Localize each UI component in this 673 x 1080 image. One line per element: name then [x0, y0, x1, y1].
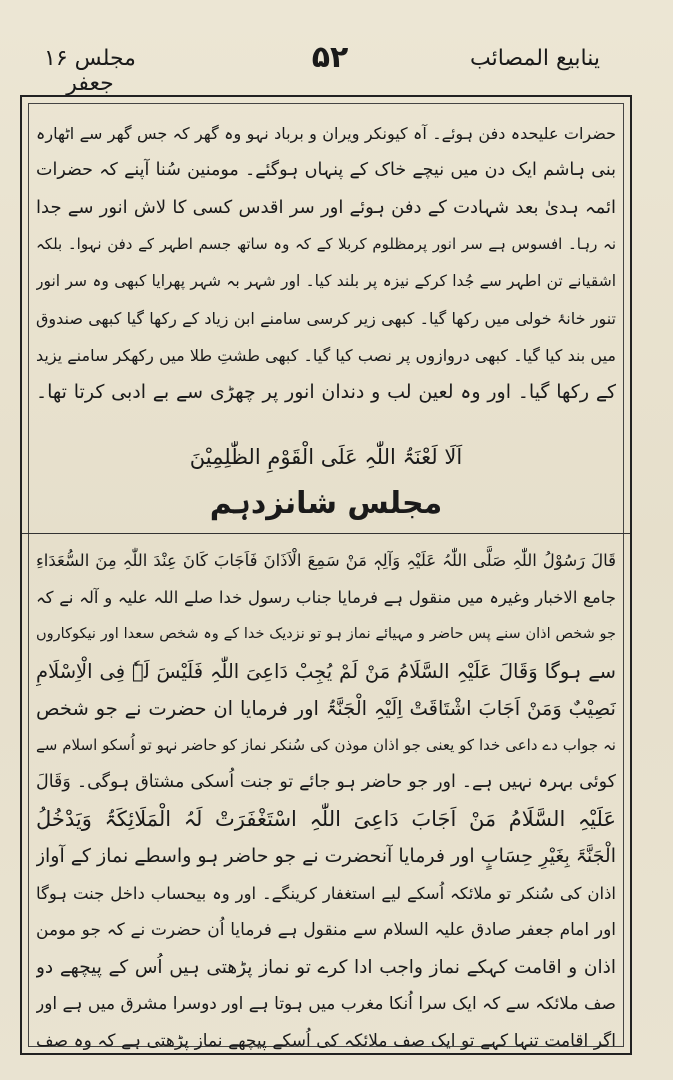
text-line: حضرات علیحدہ دفن ہوئے۔ آہ کیونکر ویران و برباد نہو وہ گھر کہ جس گھر سے اٹھارہ: [36, 124, 616, 143]
text-line: سے ہوگا وَقَالَ عَلَیْہِ السَّلَامُ مَنْ لَمْ یُجِبْ دَاعِیَ اللّٰہِ فَلَیْسَ لَہٗ فِی الْاِسْلَامِ: [36, 660, 616, 683]
text-line: میں بند کیا گیا۔ کبھی دروازوں پر نصب کیا گیا۔ کبھی طشتِ طلا میں رکھکر سامنے یزید: [36, 346, 616, 365]
text-line: تنور خانۂ خولی میں رکھا گیا۔ کبھی زیر کرسی سامنے ابن زیاد کے رکھا گیا کبھی صندوق: [36, 309, 616, 328]
page-header: [30, 40, 630, 96]
text-line: کے رکھا گیا۔ اور وہ لعین لب و دندان انور پر چھڑی سے بے ادبی کرتا تھا۔: [36, 381, 616, 403]
text-line: قَالَ رَسُوْلُ اللّٰہِ صَلَّی اللّٰہُ عَلَیْہِ وَآلِہٖ مَنْ سَمِعَ الْاَذَانَ فَاَجَابَ کَانَ عِنْدَ اللّٰہِ مِنَ السُّعَدَاءِ: [36, 551, 616, 570]
page-number: ۵۲: [311, 40, 349, 75]
curse-verse: اَلَا لَعْنَۃُ اللّٰہِ عَلَی الْقَوْمِ الظّٰلِمِیْنَ: [189, 445, 463, 469]
text-line: اشقیانے تن اطہر سے جُدا کرکے نیزہ پر بلند کیا۔ اور شہر بہ شہر پھرایا کبھی وہ سر انور: [36, 272, 616, 290]
paragraph-after: [36, 542, 616, 1060]
section-heading: مجلس شانزدہم: [209, 486, 443, 521]
text-line: اذان و اقامت کہکے نماز واجب ادا کرے تو نماز پڑھتی ہیں اُس کے پیچھے دو: [36, 957, 616, 978]
book-title: ینابیع المصائب: [470, 46, 600, 71]
text-line: جو شخص اذان سنے پس حاضر و مہیائے نماز ہو تو نزدیک خدا کے وہ شخص سعدا اور نیکوکاروں: [36, 626, 616, 642]
text-line: نہ جواب دے داعی خدا کو یعنی جو اذان موذن کی سُنکر نماز کو حاضر نہو تو اُسکو اسلام سے: [36, 736, 616, 754]
text-line: ائمہ ہدیٰ بعد شہادت کے دفن ہوئے اور سر اقدس کسی کا لاش انور سے جدا: [36, 197, 616, 218]
section-divider: [22, 533, 630, 534]
text-line: اذان کی سُنکر تو ملائکہ اُسکے لیے استغفار کرینگے۔ اور وہ بیحساب داخل جنت ہوگا: [36, 884, 616, 903]
text-line: صف ملائکہ سے کہ ایک سرا اُنکا مغرب میں ہوتا ہے اور دوسرا مشرق میں ہے اور: [36, 994, 616, 1014]
text-line: اگر اقامت تنہا کہے تو ایک صف ملائکہ کی اُسکے پیچھے نماز پڑھتی ہے کہ وہ صف: [36, 1031, 616, 1051]
text-line: بنی ہاشم ایک دن میں نیچے خاک کے پنہاں ہوگئے۔ مومنین سُنا آپنے کہ حضرات: [36, 160, 616, 180]
text-line: عَلَیْہِ السَّلَامُ مَنْ اَجَابَ دَاعِیَ اللّٰہِ اسْتَغْفَرَتْ لَہُ الْمَلَائِکَۃُ وَیَدْخُلُ: [36, 807, 616, 831]
text-line: کوئی بہرہ نہیں ہے۔ اور جو حاضر ہو جائے تو جنت اُسکی مشتاق ہوگی۔ وَقَالَ: [36, 772, 616, 792]
text-line: اور امام جعفر صادق علیہ السلام سے منقول ہے فرمایا اُن حضرت نے کہ جو مومن: [36, 920, 616, 940]
text-line: الْجَنَّۃَ بِغَیْرِ حِسَابٍ اور فرمایا آنحضرت نے جو حاضر ہو واسطے نماز کے آواز: [36, 845, 616, 867]
text-frame: [20, 95, 632, 1055]
header-chapter-label: مجلس ۱۶ جعفر: [44, 46, 136, 96]
text-line: نَصِیْبٌ وَمَنْ اَجَابَ اشْتَاقَتْ اِلَیْہِ الْجَنَّۃُ اور فرمایا ان حضرت نے جو شخص: [36, 697, 616, 720]
text-line: جامع الاخبار وغیرہ میں منقول ہے فرمایا جناب رسول خدا صلے اللہ علیہ و آلہ نے کہ: [36, 588, 616, 607]
text-line: نہ رہا۔ افسوس ہے سر انور پرمظلوم کربلا کے کہ وہ ساتھ جسم اطہر کے دفن نہوا۔ بلکہ: [36, 235, 616, 253]
paragraph-before: [36, 115, 616, 411]
